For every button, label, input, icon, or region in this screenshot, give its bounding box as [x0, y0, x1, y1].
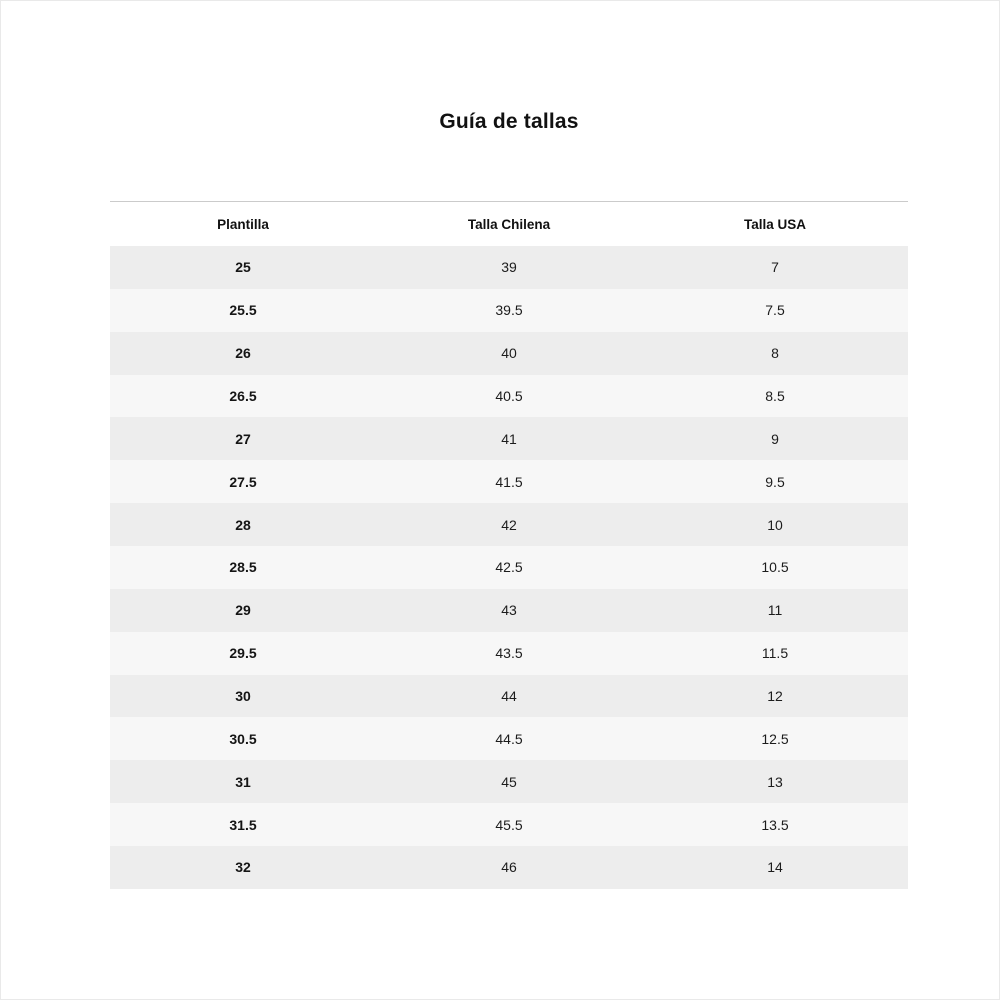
cell-talla-usa: 7 [771, 259, 779, 276]
cell-plantilla: 29.5 [229, 645, 257, 662]
cell-talla-chilena: 42 [501, 516, 517, 533]
cell-plantilla: 26 [235, 345, 251, 362]
table-body [110, 246, 908, 889]
cell-plantilla: 28 [235, 516, 251, 533]
cell-talla-usa: 9.5 [765, 473, 785, 490]
cell-plantilla: 25 [235, 259, 251, 276]
cell-plantilla: 29 [235, 602, 251, 619]
cell-talla-usa: 10 [767, 516, 783, 533]
cell-talla-chilena: 42.5 [495, 559, 523, 576]
cell-talla-chilena: 40 [501, 345, 517, 362]
table-row [110, 332, 908, 375]
table-row [110, 803, 908, 846]
cell-plantilla: 26.5 [229, 388, 257, 404]
column-header-plantilla: Plantilla [217, 216, 269, 232]
table-row [110, 589, 908, 632]
cell-talla-chilena: 40.5 [495, 388, 523, 404]
cell-talla-usa: 9 [771, 430, 779, 447]
cell-talla-usa: 13 [767, 773, 783, 790]
table-row [110, 375, 908, 418]
page-title: Guía de tallas [439, 110, 579, 133]
size-guide-table [110, 201, 908, 889]
table-row [110, 503, 908, 546]
cell-plantilla: 25.5 [229, 302, 257, 319]
cell-talla-usa: 8.5 [765, 388, 785, 404]
cell-talla-chilena: 45.5 [495, 816, 523, 833]
table-row [110, 246, 908, 289]
table-row [110, 675, 908, 718]
column-header-talla-usa: Talla USA [743, 216, 806, 232]
cell-plantilla: 32 [235, 859, 251, 876]
cell-talla-chilena: 39 [501, 259, 517, 276]
table-row [110, 546, 908, 589]
column-header-talla-chilena: Talla Chilena [467, 216, 551, 232]
cell-talla-usa: 8 [771, 345, 779, 362]
table-row [110, 760, 908, 803]
cell-plantilla: 27.5 [229, 473, 257, 490]
cell-plantilla: 31.5 [229, 816, 257, 833]
cell-plantilla: 30.5 [229, 730, 257, 747]
cell-talla-chilena: 41.5 [495, 473, 523, 490]
cell-talla-usa: 10.5 [761, 559, 789, 576]
cell-talla-chilena: 43 [501, 602, 517, 619]
cell-plantilla: 27 [235, 430, 251, 447]
cell-talla-usa: 13.5 [761, 816, 789, 833]
table-header-row [110, 202, 908, 246]
cell-talla-usa: 12 [767, 688, 783, 705]
table-row [110, 846, 908, 889]
cell-talla-usa: 14 [767, 859, 783, 876]
cell-talla-chilena: 41 [501, 430, 517, 447]
table-row [110, 632, 908, 675]
cell-plantilla: 31 [235, 773, 251, 790]
cell-talla-chilena: 46 [501, 859, 517, 876]
cell-talla-chilena: 39.5 [495, 302, 523, 319]
table-row [110, 289, 908, 332]
cell-talla-usa: 7.5 [765, 302, 785, 319]
table-row [110, 417, 908, 460]
table-row [110, 717, 908, 760]
cell-plantilla: 28.5 [229, 559, 257, 576]
cell-plantilla: 30 [235, 688, 251, 705]
cell-talla-chilena: 45 [501, 773, 517, 790]
table-row [110, 460, 908, 503]
cell-talla-usa: 11.5 [761, 645, 789, 662]
cell-talla-chilena: 43.5 [495, 645, 523, 662]
cell-talla-usa: 12.5 [761, 730, 789, 747]
cell-talla-usa: 11 [767, 602, 783, 619]
cell-talla-chilena: 44 [501, 688, 517, 705]
cell-talla-chilena: 44.5 [495, 730, 523, 747]
